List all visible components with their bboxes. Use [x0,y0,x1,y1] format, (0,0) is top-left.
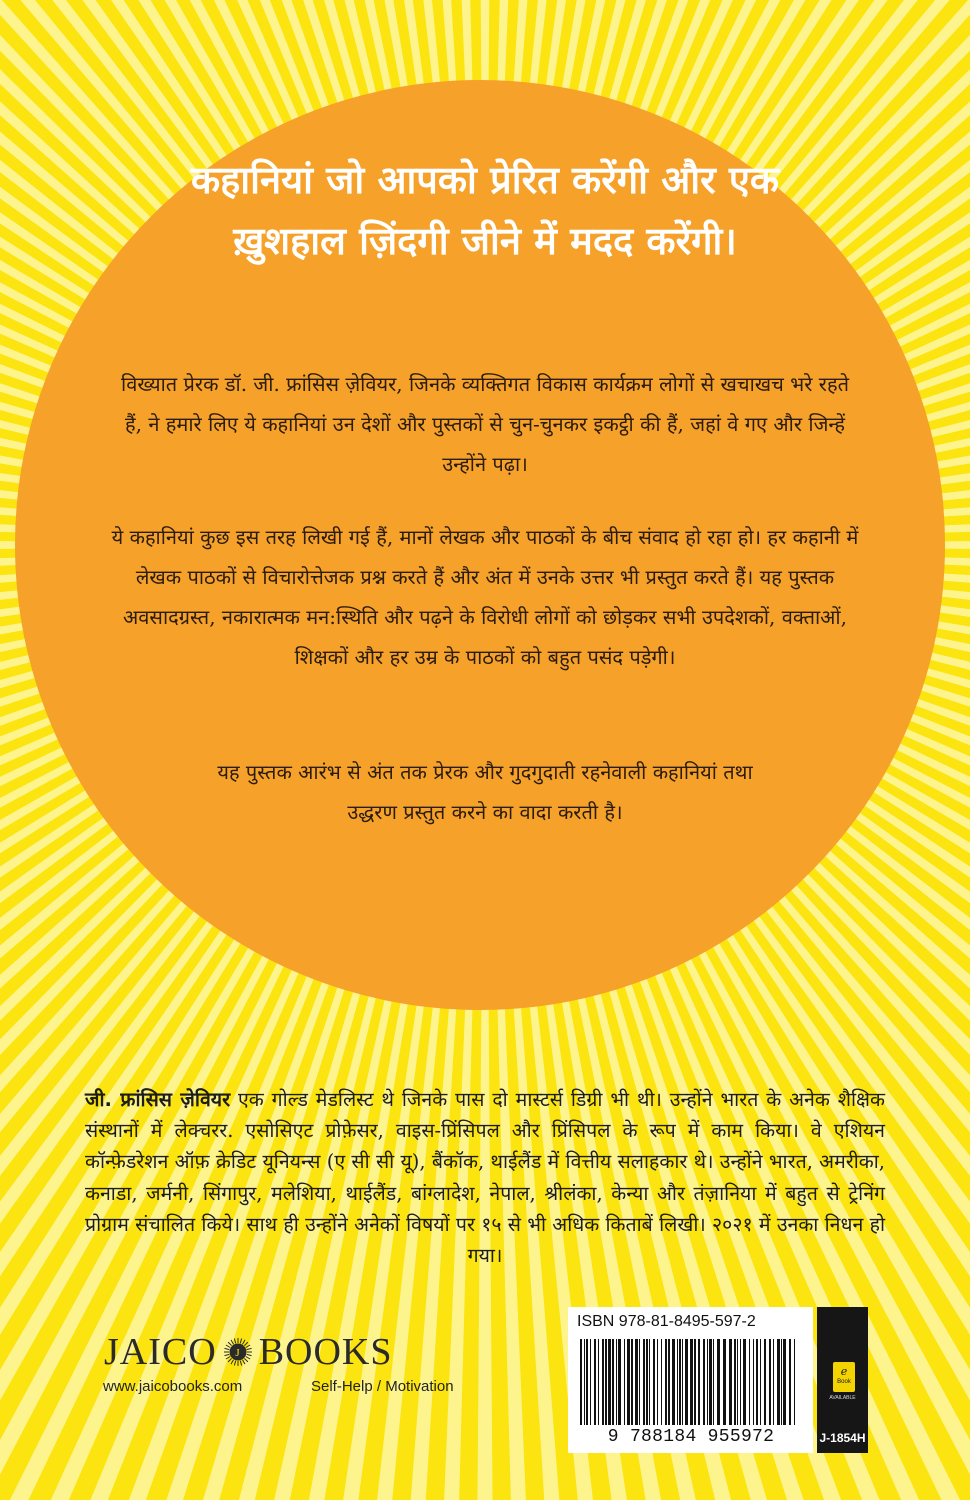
book-code: J-1854H [819,1431,866,1445]
isbn-barcode-box [568,1307,813,1453]
barcode [580,1339,802,1427]
cover-tagline: कहानियां जो आपको प्रेरित करेंगी और एक ख़ुशहाल ज़िंदगी जीने में मदद करेंगी। [190,158,780,263]
jaico-emblem-icon [223,1337,253,1367]
blurb-paragraph-2: ये कहानियां कुछ इस तरह लिखी गई हैं, मानों लेखक और पाठकों के बीच संवाद हो रहा हो। हर कहानी में लेखक पाठकों से विचारोत्तेजक प्रश्न करते हैं और अंत में उनके उत्तर भी प्रस्तुत करते हैं। यह पुस्तक अवसादग्रस्त, नकारात्मक मन:स्थिति और पढ़ने के विरोधी लोगों को छोड़कर सभी उपदेशकों, वक्ताओं, शिक्षकों और हर उम्र के पाठकों को बहुत पसंद पड़ेगी। [111,525,859,669]
author-name: जी. फ्रांसिस ज़ेवियर [85,1088,231,1111]
blurb-paragraph-1: विख्यात प्रेरक डॉ. जी. फ्रांसिस ज़ेवियर, जिनके व्यक्तिगत विकास कार्यक्रम लोगों से खचाखच भरे रहते हैं, ने हमारे लिए ये कहानियां उन देशों और पुस्तकों से चुन-चुनकर इकट्ठी की हैं, जहां वे गए और जिन्हें उन्होंने पढ़ा। [121,372,849,476]
ebook-icon-letter: e [840,1365,848,1378]
publisher-logo-right: BOOKS [258,1331,393,1373]
ebook-icon [833,1362,855,1392]
author-bio [85,1084,885,1271]
publisher-website: www.jaicobooks.com [103,1378,243,1395]
publisher-logo-left: JAICO [104,1331,217,1373]
isbn-label: ISBN 978-81-8495-597-2 [577,1313,756,1330]
ebook-icon-word: Book [837,1379,851,1385]
author-bio-text: एक गोल्ड मेडलिस्ट थे जिनके पास दो मास्टर्स डिग्री भी थी। उन्होंने भारत के अनेक शैक्षिक संस्थानों में लेक्चरर. एसोसिएट प्रोफ़ेसर, वाइस-प्रिंसिपल और प्रिंसिपल के रूप में काम किया। वे एशियन कॉन्फ़ेडरेशन ऑफ़ क्रेडिट यूनियन्स (ए सी सी यू), बैंकॉक, थाईलैंड में वित्तीय सलाहकार थे। उन्होंने भारत, अमरीका, कनाडा, जर्मनी, सिंगापुर, मलेशिया, थाईलैंड, बांग्लादेश, नेपाल, श्रीलंका, केन्या और तंज़ानिया में बहुत से ट्रेनिंग प्रोग्राम संचालित किये। साथ ही उन्होंने अनेकों विषयों पर १५ से भी अधिक किताबें लिखी। २०२१ में उनका निधन हो गया। [85,1088,886,1268]
ebook-available-text: AVAILABLE [829,1395,856,1401]
ebook-available-badge [817,1307,868,1453]
emblem-letter: J [235,1347,241,1359]
blurb-paragraph-3: यह पुस्तक आरंभ से अंत तक प्रेरक और गुदगुदाती रहनेवाली कहानियां तथा उद्धरण प्रस्तुत करने का वादा करती है। [217,760,753,824]
publisher-logo [104,1327,393,1377]
book-category: Self-Help / Motivation [311,1378,454,1395]
barcode-digits: 9 788184 955972 [607,1427,775,1447]
